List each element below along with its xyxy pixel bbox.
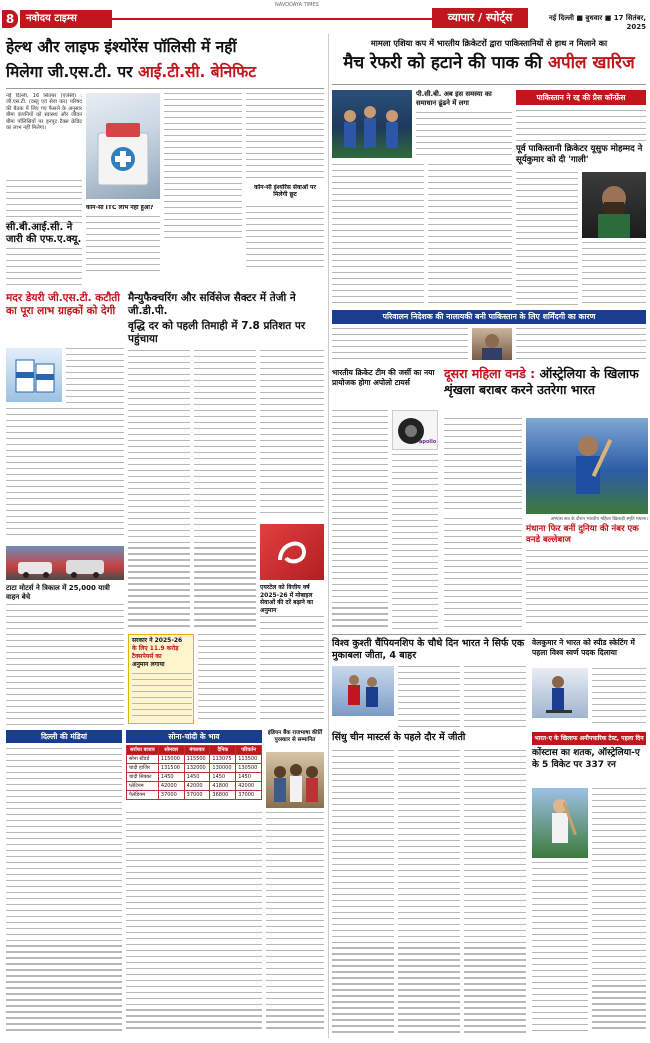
referee-portrait-illustration [472,328,512,360]
jersey-body-2 [392,454,438,630]
wrestling-photo [332,666,394,716]
award-group-illustration [266,752,324,808]
honour-title: इंडियन बैंक राजभाषा कीर्ति पुरस्कार से सम्मानित [267,730,323,743]
rate-cell: 37000 [184,791,210,800]
konstas-illustration [532,788,588,858]
honour-body [266,812,324,1038]
mother-dairy-body-1 [66,348,124,408]
insurance-headline-2 [6,63,324,82]
asia-cup-body-2 [332,164,424,306]
rate-cell: 42000 [158,782,184,791]
mfg-headline-1: मैन्युफैक्चरिंग और सर्विसेज सैक्टर में तेजी ने जी.डी.पी. [128,292,296,317]
table-row [127,782,262,791]
womens-odi-body-2 [444,518,522,630]
table-row [127,791,262,800]
gold-silver-title: सोना-चांदी के भाव [126,730,262,743]
womens-odi-body-1 [444,418,522,514]
jersey-headline: भारतीय क्रिकेट टीम की जर्सी का नया प्रायोजक होगा अपोलो टायर्स [332,368,435,387]
tata-body [6,604,124,728]
womens-odi-headline-b: ऑस्ट्रेलिया के खिलाफ शृंखला बराबर करने उतरेगा भारत [444,366,639,397]
insurance-body-3 [86,216,160,276]
insurance-rule [6,88,324,89]
dateline: नई दिल्ली ■ बुधवार ■ 17 सितंबर, 2025 [548,14,646,31]
insurance-photo [86,93,160,199]
a-test-photo [532,788,588,858]
cricketers-illustration [332,90,412,158]
tax-box [128,634,194,724]
table-row [127,773,262,782]
insurance-body-4 [164,93,242,247]
apollo-tag: apollo [419,439,437,445]
rate-cell: प्लेटिनम [127,782,159,791]
rate-cell: 115000 [158,755,184,764]
delhi-mandi-body [6,748,122,1038]
asia-cup-headline-small: मामला एशिया कप में भारतीय क्रिकेटरों द्वारा पाकिस्तानियों से हाथ न मिलाने का [370,38,608,48]
rate-cell: 131500 [158,764,184,773]
column-divider [328,34,329,1038]
rate-cell: चांदी हाजिर [127,764,159,773]
tax-box-line-4: अनुमान लगाया [132,661,165,668]
rate-cell: सोना स्टैंडर्ड [127,755,159,764]
yousuf-body-2 [582,242,646,306]
rates-header: सोमवार [158,746,184,755]
masthead-tiny: NAVODAYA TIMES [275,2,319,8]
referee-body-2 [516,328,646,360]
wrestlers-illustration [332,666,394,716]
gold-silver-table [126,745,262,800]
airtel-headline: एयरटेल को वित्तीय वर्ष 2025-26 में मोबाइल सेवाओं की दरें बढ़ाने का अनुमान [260,584,314,614]
mandhana-body [526,550,648,630]
yousuf-headline: पूर्व पाकिस्तानी क्रिकेटर यूसुफ मोहम्मद ने सूर्यकुमार को दी 'गाली' [516,144,643,165]
sindhu-body-1 [332,750,394,1038]
rates-header: मंगलवार [184,746,210,755]
gst-banner: सी.बी.आई.सी. ने जारी की एफ.ए.क्यू. [6,222,82,245]
tax-box-line-3: टैक्सपेयर्स का [132,653,162,660]
page-number: 8 [2,10,18,28]
asia-cup-headline-main-a: मैच रेफरी को हटाने की पाक की [343,53,548,73]
asia-cup-body-3 [428,164,512,306]
vehicle-illustration [6,546,124,580]
asia-cup-sub: पी.सी.बी. अब इस समस्या का समाधान ढूंढने में लगा [416,90,492,107]
airtel-body [260,616,324,728]
rate-cell: 1450 [158,773,184,782]
tax-body-2 [198,634,256,728]
rate-cell: 37000 [158,791,184,800]
rates-header-row [127,746,262,755]
sindhu-body-3 [464,750,526,1038]
mfg-body-3 [260,350,324,520]
asia-cup-headline-main-b: अपील खारिज [547,53,635,73]
mfg-body-2 [194,350,256,634]
mandhana-headline: मंधाना फिर बनीं दुनिया की नंबर एक वनडे बल्लेबाज [526,524,639,545]
insurance-body-6 [246,206,324,276]
airtel-logo-illustration [260,524,324,580]
yousuf-body-1 [516,172,578,308]
rate-cell: चांदी सिक्का [127,773,159,782]
rate-cell: पैलेडियम [127,791,159,800]
womens-odi-headline [444,366,648,398]
honour-photo [266,752,324,808]
sindhu-body-2 [398,750,460,1038]
asia-cup-body-1 [416,112,512,158]
airtel-photo [260,524,324,580]
skater-illustration [532,668,588,718]
insurance-headline-2a: मिलेगा जी.एस.टी. पर [6,63,138,81]
mother-dairy-body-2 [6,408,124,540]
a-test-headline: कोंस्टास का शतक, ऑस्ट्रेलिया-ए के 5 विकेट पर 337 रन [532,748,640,770]
apollo-photo [392,410,438,450]
tax-box-line-1: सरकार ने 2025-26 [132,637,183,644]
rate-cell: 130000 [210,764,236,773]
delhi-mandi-title: दिल्ली की मंडियां [6,730,122,743]
wrestling-headline: विश्व कुश्ती चैंपियनशिप के चौथे दिन भारत ने सिर्फ एक मुकाबला जीता, 4 बाहर [332,638,525,661]
wrestling-body-2 [464,666,526,728]
insurance-headline-2b: आई.टी.सी. बेनिफिट [137,63,257,81]
presser-body [516,110,646,142]
mfg-headline-2: वृद्धि दर को पहली तिमाही में 7.8 प्रतिशत पर पहुंचाया [128,320,306,345]
asia-cup-headline-main [330,52,648,74]
insurance-lede: नई दिल्ली, 16 सितंबर (एजेंसी) : जी.एस.टी. (वस्तु एवं सेवा कर) परिषद की बैठक में लिए गए फैसले के अनुसार बीमा कंपनियों को स्वास्थ्य और जीवन बीमा पॉलिसियों पर इनपुट टैक्स क्रेडिट का लाभ नहीं मिलेगा। [6,93,82,132]
jersey-body-1 [332,410,388,630]
rate-cell: 37000 [236,791,262,800]
commodity-body [126,812,262,1038]
a-test-body-2 [532,862,588,1038]
womens-odi-headline-a: दूसरा महिला वनडे : [444,366,540,381]
a-test-body-1 [592,788,646,1038]
yousuf-photo [582,172,646,238]
insurance-body-5 [246,93,324,183]
rate-cell: 42000 [184,782,210,791]
milk-pack-illustration [6,348,62,402]
sindhu-headline: सिंधु चीन मास्टर्स के पहले दौर में जीती [332,732,466,743]
brand-name: नवोदय टाइम्स [20,10,112,28]
masthead [0,0,650,30]
asia-cup-rule [332,84,646,85]
yousuf-portrait-illustration [582,172,646,238]
rate-cell: 115500 [184,755,210,764]
a-test-bar: भारत-ए के खिलाफ अनौपचारिक टेस्ट, पहला दिन [532,732,646,745]
rate-cell: 42000 [236,782,262,791]
referee-photo [472,328,512,360]
referee-bar: परिवालन निदेशक की नालायकी बनी पाकिस्तान के लिए शर्मिंदगी का कारण [332,310,646,324]
insurance-body-1 [6,180,82,225]
rates-header: परिवर्तन [236,746,262,755]
tax-box-line-2: के लिए 11.9 करोड़ [132,645,179,652]
skating-body-1 [592,668,646,728]
rate-cell: 132000 [184,764,210,773]
rate-cell: 1450 [184,773,210,782]
rate-cell: 113075 [210,755,236,764]
insurance-headline-1: हेल्थ और लाइफ इंश्योरेंस पॉलिसी में नहीं [6,38,237,56]
rates-header: सर्राफा बाजार [127,746,159,755]
asia-cup-photo [332,90,412,158]
tata-photo [6,546,124,580]
insurance-body-2 [6,248,82,288]
table-row [127,755,262,764]
insurance-illustration [86,93,160,199]
rate-cell: 36800 [210,791,236,800]
skating-headline: वेलकुमार ने भारत को स्पीड स्केटिंग में पहला विश्व स्वर्ण पदक दिलाया [532,638,635,657]
insurance-sub-1: कोन-सा ITC लाभ नहीं हुआ? [86,205,154,211]
bottom-right-rule [332,634,646,635]
section-label: व्यापार / स्पोर्ट्स [432,8,528,28]
mandhana-illustration [526,418,648,514]
rate-cell: 41800 [210,782,236,791]
table-row [127,764,262,773]
tata-headline: टाटा मोटर्स ने त्रिकाल में 25,000 यात्री वाहन बेचे [6,584,110,601]
mother-dairy-headline: मदर डेयरी जी.एस.टी. कटौती का पूरा लाभ ग्राहकों को देगी [6,292,121,317]
wrestling-body-1 [398,666,460,728]
referee-body-1 [332,328,468,360]
tax-box-body [132,673,192,723]
rate-cell: 130500 [236,764,262,773]
womens-odi-caption: अभ्यास सत्र के दौरान भारतीय महिला खिलाड़ी स्मृति मंधाना। [550,517,648,522]
womens-odi-photo [526,418,648,514]
presser-bar: पाकिस्तान ने रद्द की प्रैस कॉन्फ्रेंस [516,90,646,105]
mfg-body-1 [128,350,190,634]
rate-cell: 1450 [236,773,262,782]
rates-header: दैनिक [210,746,236,755]
insurance-sub-2: कोन-सी इंश्योरेंस सेवाओं पर मिलेगी छूट [254,184,316,198]
skating-photo [532,668,588,718]
rate-cell: 113500 [236,755,262,764]
rate-cell: 1450 [210,773,236,782]
mother-dairy-photo [6,348,62,402]
